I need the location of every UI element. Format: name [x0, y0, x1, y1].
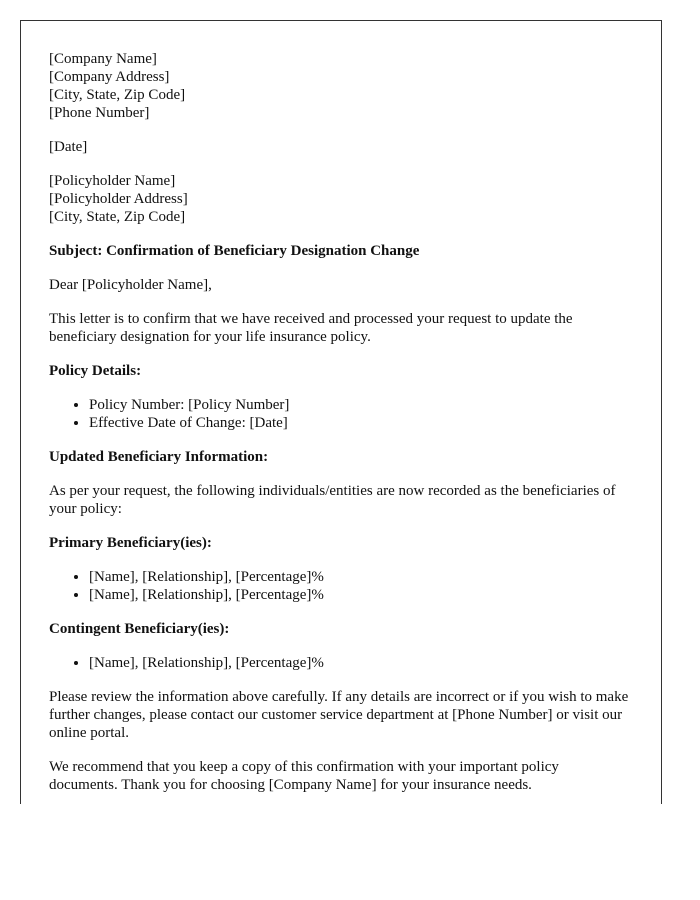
list-item: • Effective Date of Change: [Date]	[89, 414, 631, 432]
salutation: Dear [Policyholder Name],	[49, 277, 212, 293]
primary-list	[49, 568, 631, 604]
list-item: • [Name], [Relationship], [Percentage]%	[89, 654, 631, 672]
recipient-name: [Policyholder Name]	[49, 173, 176, 189]
letter-date: [Date]	[49, 139, 88, 155]
recipient-city: [City, State, Zip Code]	[49, 209, 186, 225]
list-item: • [Name], [Relationship], [Percentage]%	[89, 586, 631, 604]
primary-heading: Primary Beneficiary(ies):	[49, 535, 212, 551]
closing-paragraph: We recommend that you keep a copy of this confirmation with your important policy documents. Thank you for choosing [Company Name] for your insurance needs.	[49, 759, 559, 793]
review-paragraph: Please review the information above carefully. If any details are incorrect or if you wish to make further changes, please contact our customer service department at [Phone Number] or visit our online portal.	[49, 689, 629, 741]
recipient-street: [Policyholder Address]	[49, 191, 188, 207]
policy-details-heading: Policy Details:	[49, 363, 142, 379]
updated-info-text: As per your request, the following individuals/entities are now recorded as the beneficiaries of your policy:	[49, 483, 616, 517]
contingent-heading: Contingent Beneficiary(ies):	[49, 621, 230, 637]
policy-details-list	[49, 396, 631, 432]
contingent-list	[49, 654, 631, 672]
company-city: [City, State, Zip Code]	[49, 87, 186, 103]
letter	[20, 20, 662, 804]
company-phone: [Phone Number]	[49, 105, 150, 121]
list-item: • [Name], [Relationship], [Percentage]%	[89, 568, 631, 586]
company-name: [Company Name]	[49, 51, 157, 67]
sender-address	[49, 50, 631, 122]
subject-line: Subject: Confirmation of Beneficiary Designation Change	[49, 243, 420, 259]
list-item: • Policy Number: [Policy Number]	[89, 396, 631, 414]
company-address: [Company Address]	[49, 69, 170, 85]
intro-paragraph: This letter is to confirm that we have received and processed your request to update the beneficiary designation for your life insurance policy.	[49, 311, 573, 345]
updated-info-heading: Updated Beneficiary Information:	[49, 449, 269, 465]
recipient-address	[49, 172, 631, 226]
